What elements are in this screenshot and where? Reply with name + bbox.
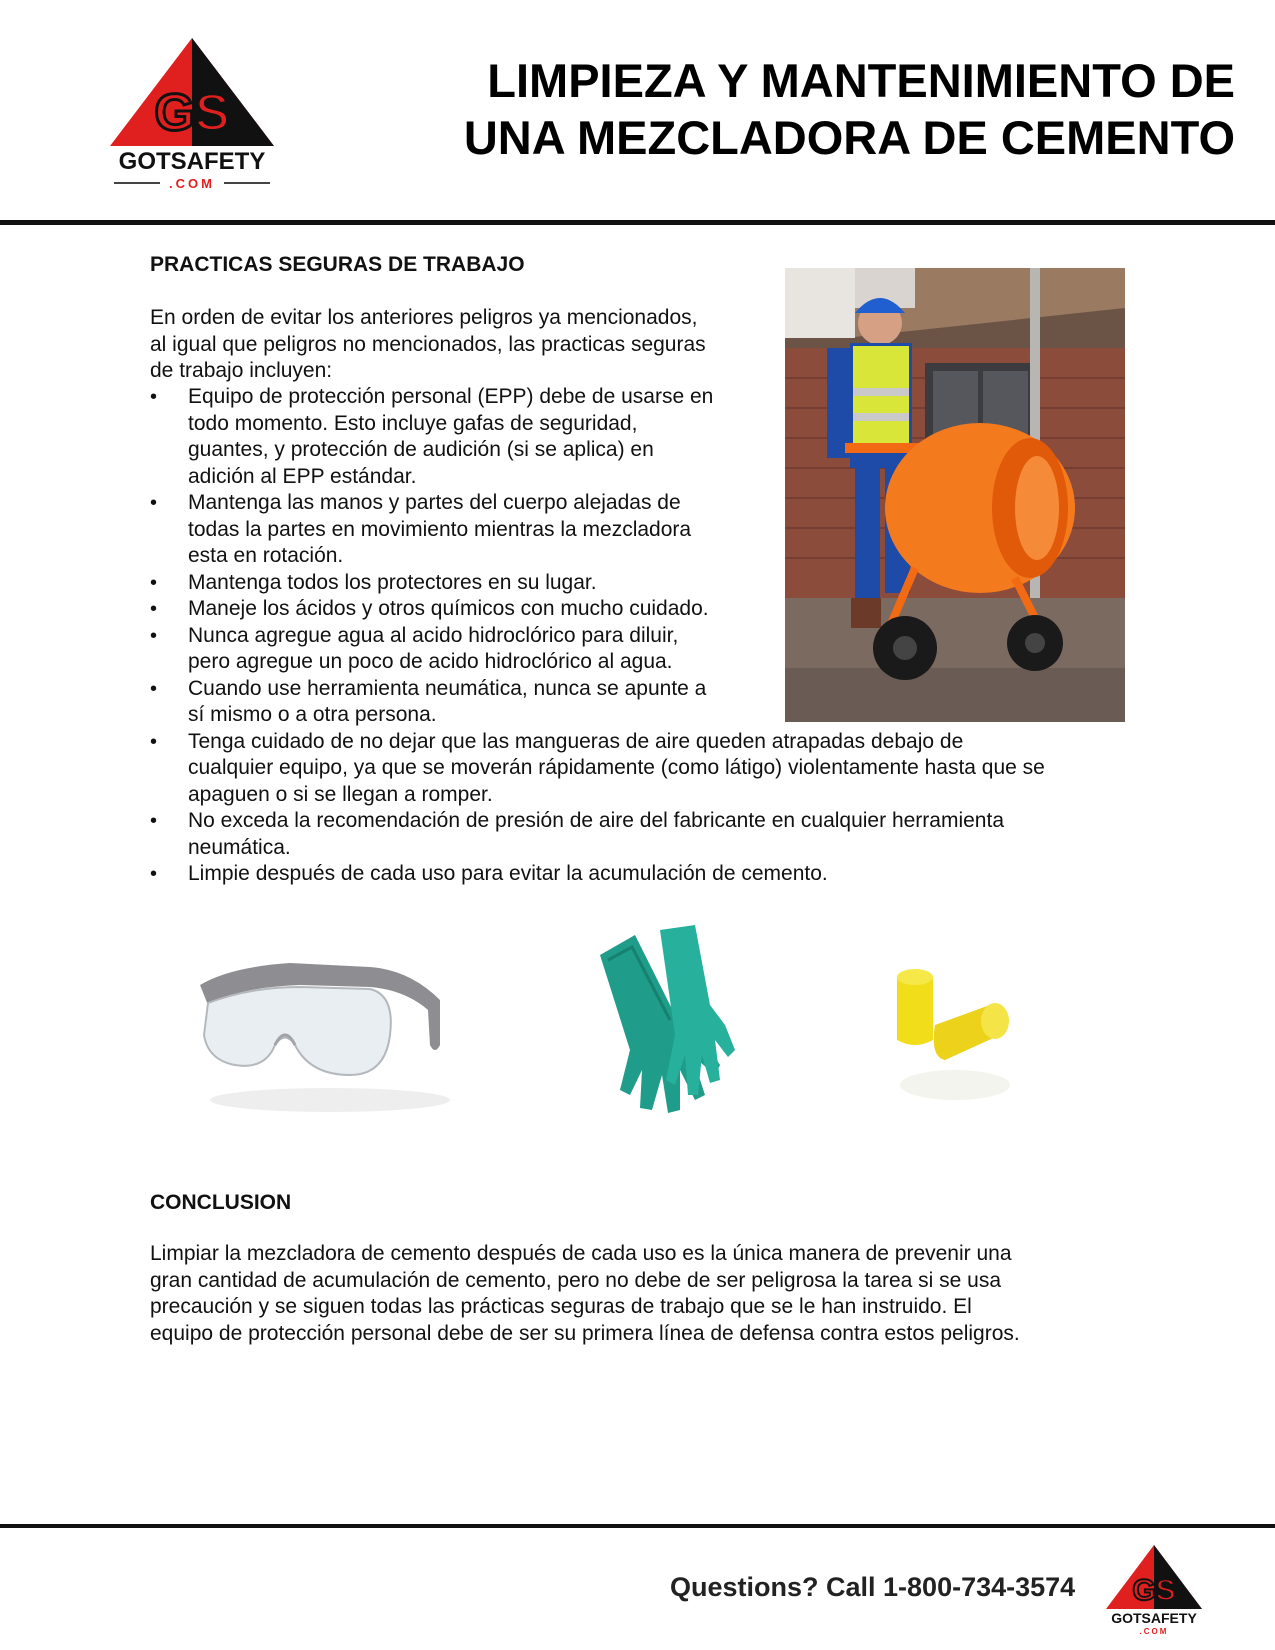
svg-text:.COM: .COM [1139,1627,1169,1635]
header-divider [0,220,1275,225]
practices-intro [150,305,770,385]
intro-line: En orden de evitar los anteriores peligros ya mencionados, [150,306,698,329]
list-item: • Nunca agregue agua al acido hidroclórico para diluir, pero agregue un poco de acido hidroclórico al agua. [150,623,1045,676]
worker-cement-mixer-photo [785,268,1125,722]
gotsafety-logo [110,38,274,193]
earplugs-icon [895,965,1030,1115]
svg-text:GS: GS [1132,1574,1176,1607]
rubber-gloves-icon [580,925,740,1135]
list-item: • No exceda la recomendación de presión de aire del fabricante en cualquier herramienta neumática. [150,808,1045,861]
list-item: • Tenga cuidado de no dejar que las mangueras de aire queden atrapadas debajo de cualquier equipo, ya que se moverán rápidamente (como látigo) violentamente hasta que se apaguen o si se llegan a romper. [150,729,1045,809]
conclusion-line: precaución y se siguen todas las prácticas seguras de trabajo que se le han instruido. El [150,1295,972,1318]
svg-text:.COM: .COM [169,176,215,191]
svg-text:GS: GS [154,84,230,142]
list-item: • Mantenga las manos y partes del cuerpo alejadas de todas la partes en movimiento mientras la mezcladora esta en rotación. [150,490,1045,570]
footer-phone-callout: Questions? Call 1-800-734-3574 [670,1572,1076,1602]
conclusion-line: gran cantidad de acumulación de cemento, pero no debe de ser peligrosa la tarea si se usa [150,1268,1002,1292]
practices-heading: PRACTICAS SEGURAS DE TRABAJO [150,253,525,276]
conclusion-heading: CONCLUSION [150,1191,292,1214]
conclusion-line: equipo de protección personal debe de ser su primera línea de defensa contra estos peligros. [150,1321,1020,1345]
intro-line: de trabajo incluyen: [150,359,333,382]
title-line-1: LIMPIEZA Y MANTENIMIENTO DE [487,54,1235,107]
conclusion-line: Limpiar la mezcladora de cemento después de cada uso es la única manera de prevenir una [150,1242,1012,1265]
list-item: • Limpie después de cada uso para evitar la acumulación de cemento. [150,861,1045,888]
intro-line: al igual que peligros no mencionados, las practicas seguras [150,332,706,356]
gotsafety-logo-small [1106,1545,1202,1635]
conclusion-text [150,1241,1130,1347]
svg-text:GOTSAFETY: GOTSAFETY [1111,1610,1197,1626]
title-line-2: UNA MEZCLADORA DE CEMENTO [463,111,1235,164]
list-item: • Mantenga todos los protectores en su lugar. [150,570,1045,597]
list-item: • Equipo de protección personal (EPP) debe de usarse en todo momento. Esto incluye gafas de seguridad, guantes, y protección de audición (si se aplica) en adición al EPP estándar. [150,384,1045,490]
list-item: • Cuando use herramienta neumática, nunca se apunte a sí mismo o a otra persona. [150,676,1045,729]
safety-goggles-icon [190,925,470,1130]
svg-text:GOTSAFETY: GOTSAFETY [118,148,266,175]
footer-divider [0,1524,1275,1528]
list-item: • Maneje los ácidos y otros químicos con mucho cuidado. [150,596,1045,623]
page-title [440,52,1235,166]
